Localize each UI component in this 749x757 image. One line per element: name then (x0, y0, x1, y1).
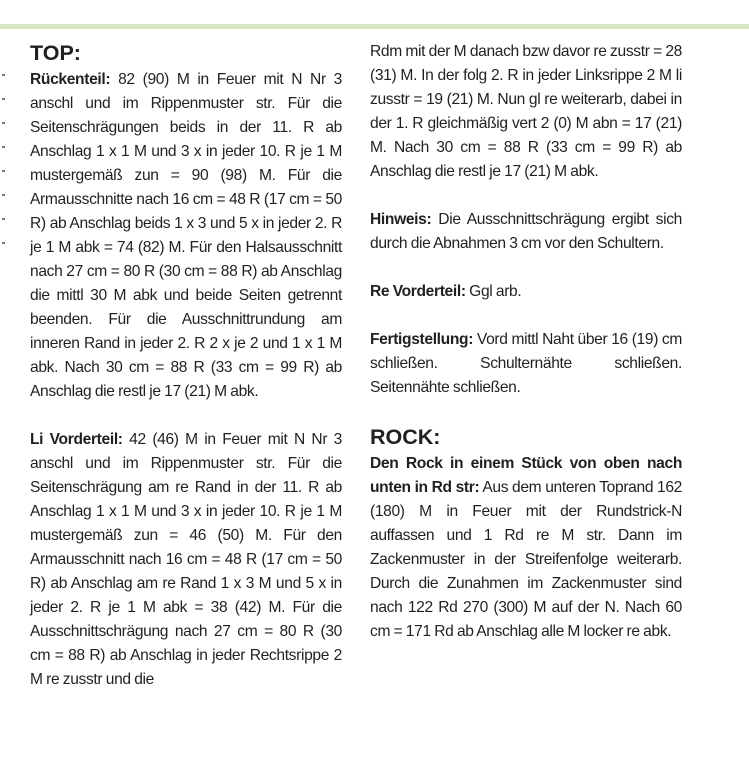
paragraph-fertigstellung (370, 328, 682, 400)
label-hinweis: Hinweis: (370, 211, 432, 228)
margin-mark (2, 170, 5, 172)
margin-mark (2, 146, 5, 148)
page-header-band (0, 0, 749, 29)
text-li-vorderteil: 42 (46) M in Feuer mit N Nr 3 anschl und im Rippenmuster str. Für die Seitenschrägung am re Rand in der 11. R ab Anschlag 1 x 1 M und 3 x in jeder 10. R je 1 M mustergemäß zun = 46 (50) M. Für den Armausschnitt nach 16 cm = 48 R (17 cm = 50 R) ab Anschlag am re Rand 1 x 3 M und 5 x in jeder 2. R je 1 M abk = 38 (42) M. Für die Ausschnittschrägung nach 27 cm = 80 R (30 cm = 88 R) ab Anschlag in jeder Rechtsrippe 2 M re zusstr und die (30, 431, 343, 688)
paragraph-rueckenteil (30, 68, 342, 404)
paragraph-re-vorderteil (370, 280, 682, 304)
text-fertigstellung: Vord mittl Naht über 16 (19) cm schließen. Schulternähte schließen. Seitennähte schließen. (370, 331, 682, 396)
margin-mark (2, 122, 5, 124)
paragraph-rock (370, 452, 682, 644)
header-rule (0, 24, 749, 29)
paragraph-li-vorderteil (30, 428, 342, 692)
margin-marks (0, 60, 8, 260)
section-title-top: TOP: (30, 41, 81, 65)
text-hinweis: Die Ausschnittschrägung ergibt sich durch die Abnahmen 3 cm vor den Schultern. (370, 211, 682, 252)
label-rock: Den Rock in einem Stück von oben nach unten in Rd str: (370, 455, 682, 496)
section-title-rock: ROCK: (370, 425, 441, 449)
margin-mark (2, 98, 5, 100)
label-li-vorderteil: Li Vorderteil: (30, 431, 123, 448)
text-re-vorderteil: Ggl arb. (465, 283, 522, 300)
text-rock: Aus dem unteren Toprand 162 (180) M in Feuer mit der Rundstrick-N auffassen und 1 Rd re M str. Dann im Zackenmuster in der Streifenfolge weiterarb. Durch die Zunahmen im Zackenmuster sind nach 122 Rd 270 (300) M auf der N. Nach 60 cm = 171 Rd ab Anschlag alle M locker re abk. (370, 479, 682, 640)
label-fertigstellung: Fertigstellung: (370, 331, 474, 348)
text-rueckenteil: 82 (90) M in Feuer mit N Nr 3 anschl und im Rippenmuster str. Für die Seitenschrägungen beids in der 11. R ab Anschlag 1 x 1 M und 3 x in jeder 10. R je 1 M mustergemäß zun = 90 (98) M. Für die Armausschnitte nach 16 cm = 48 R (17 cm = 50 R) ab Anschlag beids 1 x 3 und 5 x in jeder 2. R je 1 M abk = 74 (82) M. Für den Halsausschnitt nach 27 cm = 80 R (30 cm = 88 R) ab Anschlag die mittl 30 M abk und beide Seiten getrennt beenden. Für die Ausschnittrundung am inneren Rand in jeder 2. R 2 x je 2 und 1 x 1 M abk. Nach 30 cm = 88 R (33 cm = 99 R) ab Anschlag die restl je 17 (21) M abk. (30, 71, 342, 400)
left-column (30, 40, 342, 692)
paragraph-hinweis (370, 208, 682, 256)
paragraph-continuation: Rdm mit der M danach bzw davor re zusstr = 28 (31) M. In der folg 2. R in jeder Linksrippe 2 M li zusstr = 19 (21) M. Nun gl re weiterarb, dabei in der 1. R gleichmäßig vert 2 (0) M abn = 17 (21) M. Nach 30 cm = 88 R (33 cm = 99 R) ab Anschlag die restl je 17 (21) M abk. (370, 43, 682, 180)
label-re-vorderteil: Re Vorderteil: (370, 283, 466, 300)
margin-mark (2, 194, 5, 196)
label-rueckenteil: Rückenteil: (30, 71, 111, 88)
margin-mark (2, 242, 5, 244)
margin-mark (2, 74, 5, 76)
right-column (370, 40, 682, 644)
section-spacer (370, 400, 682, 424)
margin-mark (2, 218, 5, 220)
